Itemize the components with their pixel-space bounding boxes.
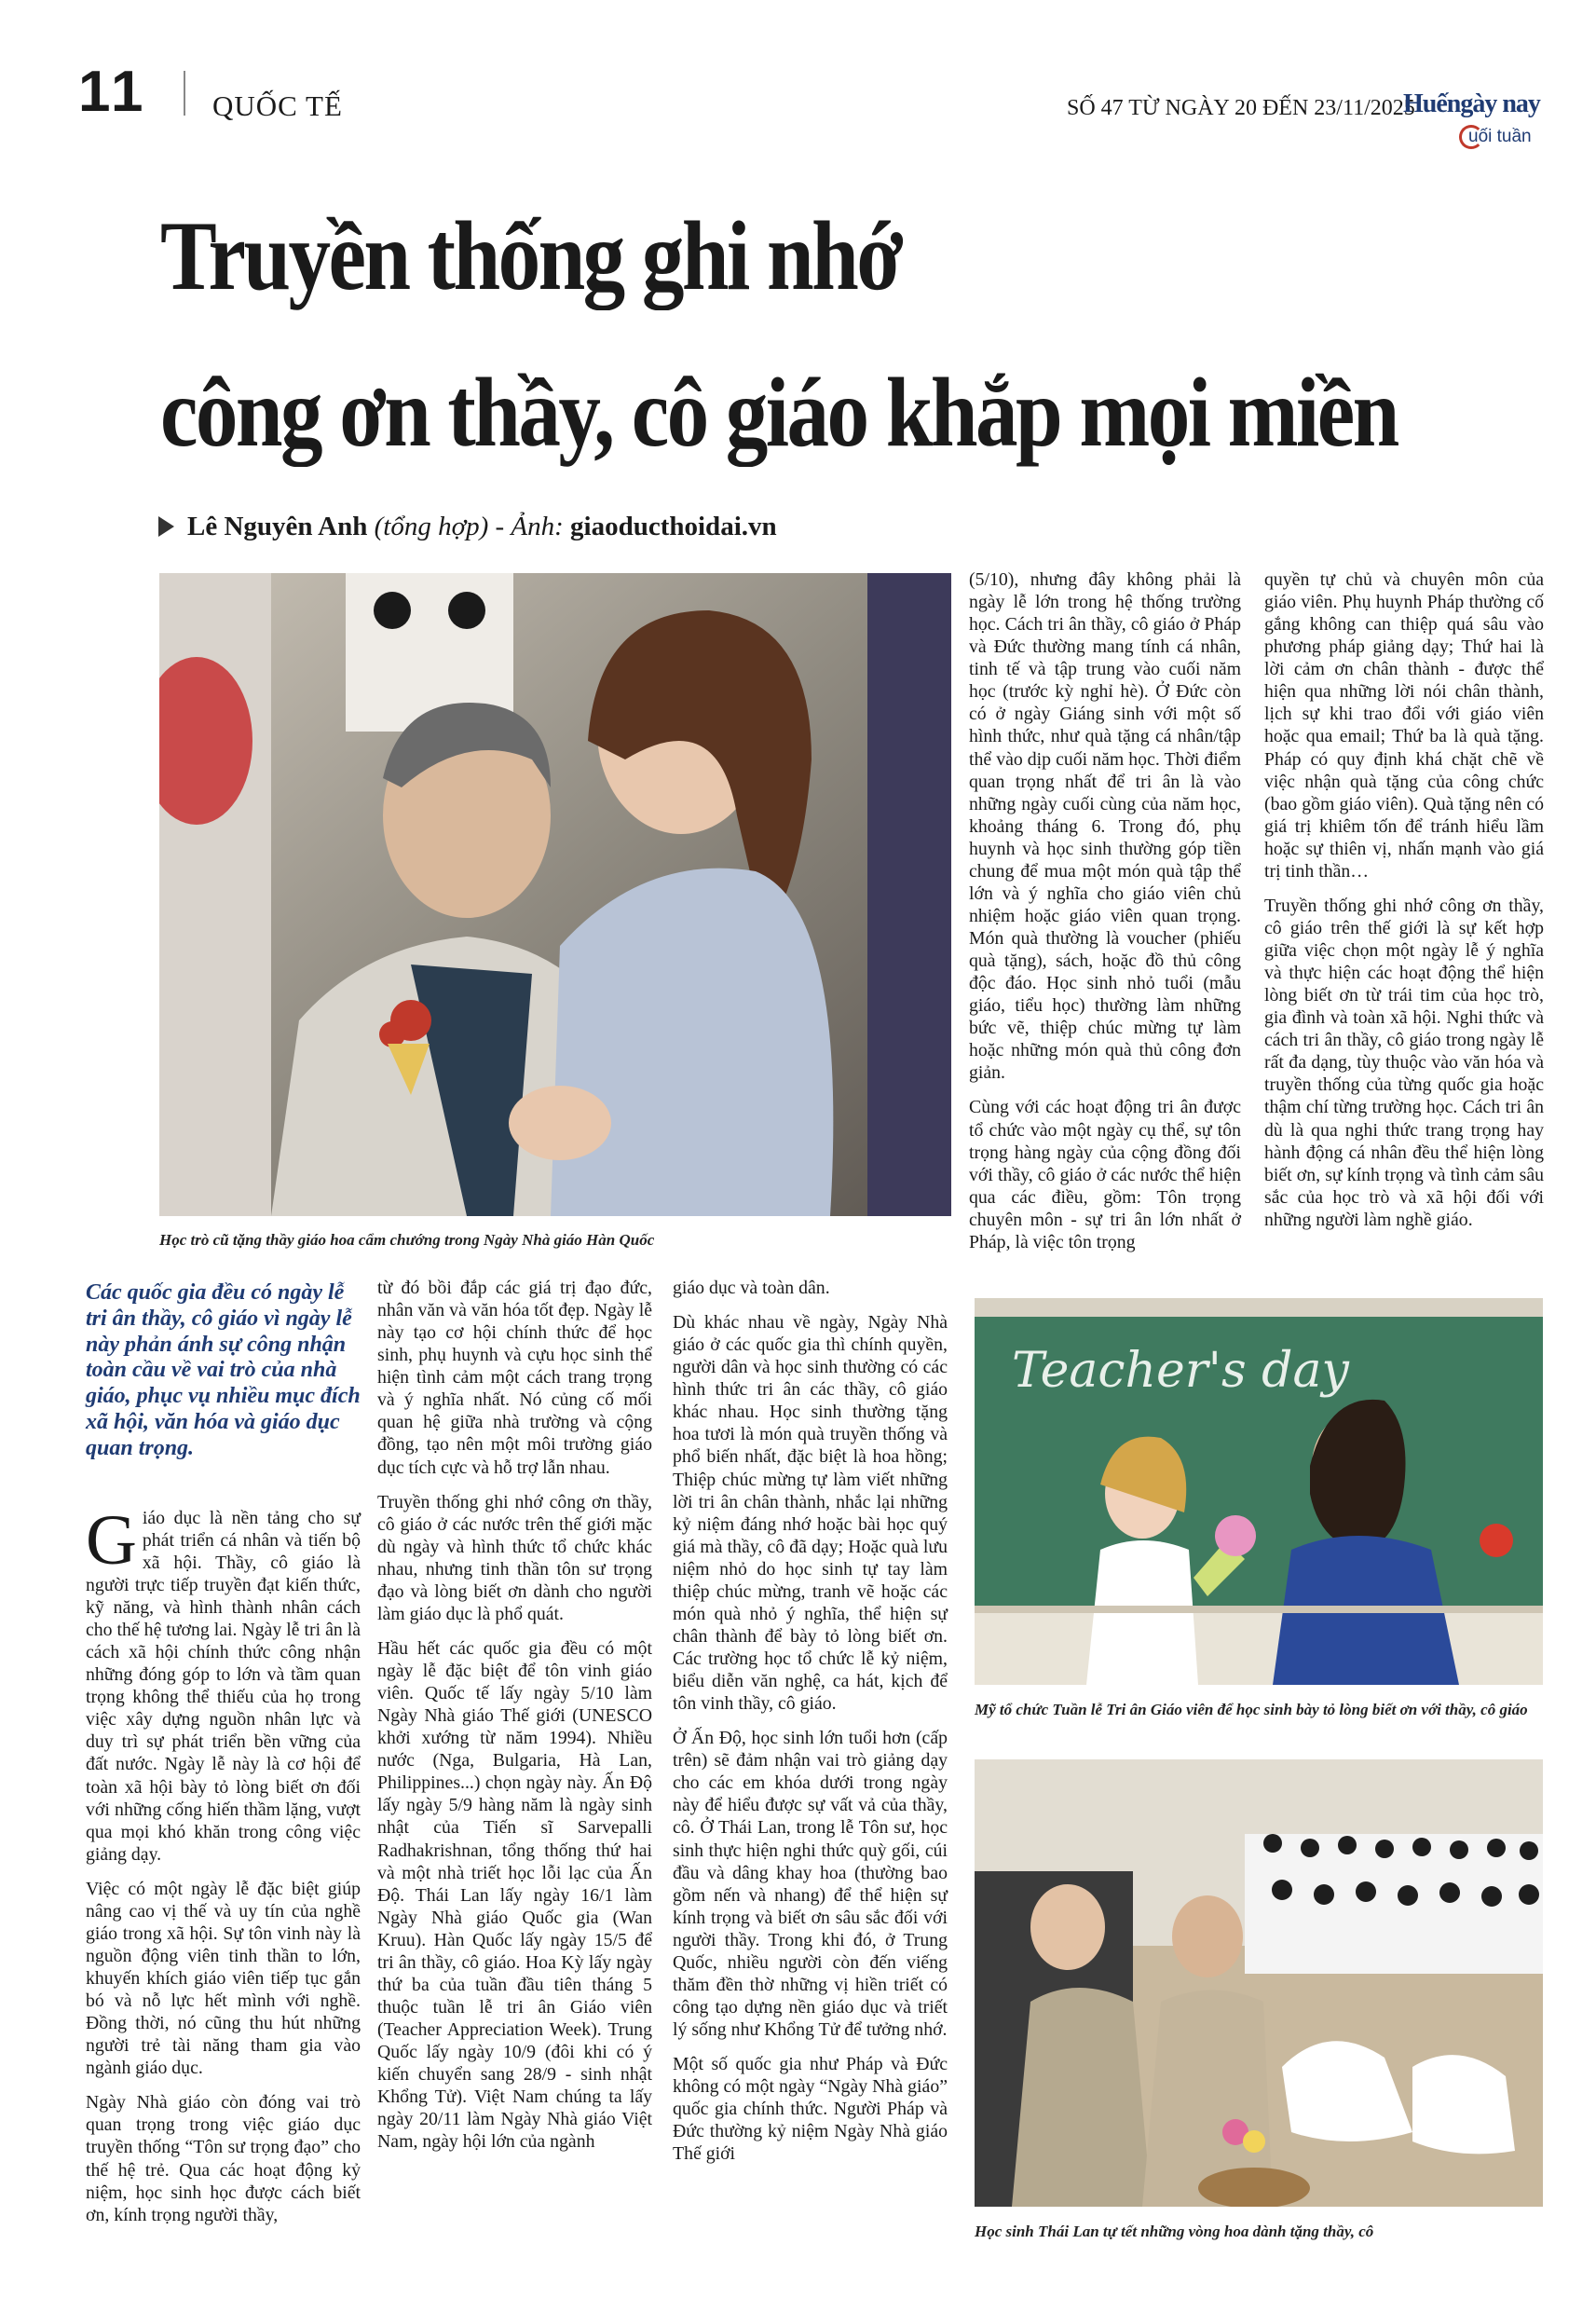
paragraph: quyền tự chủ và chuyên môn của giáo viên. Phụ huynh Pháp thường cố gắng không can thiệp quá sâu vào phương pháp giảng dạy; Thứ hai là lời cảm ơn chân thành - được thể hiện qua những lời nói chân thành, lịch sự khi trao đổi với giáo viên hoặc qua email; Thứ ba là quà tặng. Pháp có quy định khá chặt chẽ về việc nhận quà tặng của công chức (bao gồm giáo viên). Quà tặng nên có giá trị khiêm tốn để tránh hiểu lầm hoặc sự thiên vị, nhấn mạnh vào giá trị tinh thần…: [1264, 569, 1544, 882]
thai-students-illustration: [975, 1759, 1543, 2207]
byline-author: Lê Nguyên Anh: [187, 512, 368, 541]
main-photo-illustration: [159, 573, 951, 1216]
byline-source: giaoducthoidai.vn: [570, 512, 777, 541]
teachers-day-illustration: [975, 1298, 1543, 1685]
byline-note: (tổng hợp) - Ảnh:: [374, 512, 564, 541]
column-3: [673, 1277, 948, 2177]
teachers-day-caption: Mỹ tổ chức Tuần lễ Tri ân Giáo viên để học sinh bày tỏ lòng biết ơn với thầy, cô giáo: [975, 1701, 1528, 1718]
logo-sub-text: uối tuần: [1468, 127, 1532, 146]
paragraph: [86, 1500, 361, 1866]
paragraph: từ đó bồi đắp các giá trị đạo đức, nhân văn và văn hóa tốt đẹp. Ngày lễ này tạo cơ hội chính thức để học sinh, phụ huynh và cựu học sinh thể hiện tình cảm một cách trang trọng và ý nghĩa nhất. Nó củng cố mối quan hệ giữa nhà trường và cộng đồng, tạo nên một môi trường giáo dục tích cực và hỗ trợ lẫn nhau.: [377, 1278, 652, 1478]
paragraph: giáo dục và toàn dân.: [673, 1278, 830, 1298]
logo-main-text: Huếngày nay: [1403, 89, 1540, 118]
column-4: [969, 568, 1241, 1265]
thai-students-photo: [975, 1759, 1543, 2207]
column-1: [86, 1280, 361, 2238]
paragraph: Cùng với các hoạt động tri ân được tổ chức vào một ngày cụ thể, sự tôn trọng hàng ngày của cộng đồng đối với thầy, cô giáo ở các nước thể hiện qua các điều, gồm: Tôn trọng chuyên môn - sự tri ân lớn nhất ở Pháp, là việc tôn trọng: [969, 1097, 1241, 1252]
paragraph: Ở Ấn Độ, học sinh lớn tuổi hơn (cấp trên) sẽ đảm nhận vai trò giảng dạy cho các em khóa dưới trong ngày này để hiểu được sự vất vả của thầy, cô. Ở Thái Lan, trong lễ Tôn sư, học sinh thực hiện nghi thức quỳ gối, cúi đầu và dâng khay hoa (thường bao gồm nến và nhang) để thể hiện sự kính trọng và biết ơn sâu sắc đối với người thầy. Trong khi đó, ở Trung Quốc, nhiều người còn đến viếng thăm đền thờ những vị hiền triết có công tạo dựng nền giáo dục và triết lý sống như Khổng Tử để tưởng nhớ.: [673, 1728, 948, 2040]
section-label: QUỐC TẾ: [212, 89, 343, 122]
header-divider: [184, 71, 185, 116]
teachers-day-photo: [975, 1298, 1543, 1685]
column-5: [1264, 568, 1544, 1243]
dropcap: G: [86, 1500, 137, 1580]
paragraph: Hầu hết các quốc gia đều có một ngày lễ đặc biệt để tôn vinh giáo viên. Quốc tế lấy ngày 5/10 làm Ngày Nhà giáo Thế giới (UNESCO khởi xướng từ năm 1994). Nhiều nước (Nga, Bulgaria, Hà Lan, Philippines...) chọn ngày này. Ấn Độ lấy ngày 5/9 hàng năm là ngày sinh nhật của Tiến sĩ Sarvepalli Radhakrishnan, tổng thống thứ hai và một nhà triết học lỗi lạc của Ấn Độ. Thái Lan lấy ngày 16/1 làm Ngày Nhà giáo Quốc gia (Wan Kruu). Hàn Quốc lấy ngày 15/5 để tri ân thầy, cô giáo. Hoa Kỳ lấy ngày thứ ba của tuần đầu tiên tháng 5 thuộc tuần lễ tri ân Giáo viên (Teacher Appreciation Week). Trung Quốc lấy ngày 10/9 (đôi khi có ý kiến chuyển sang 28/9 - sinh nhật Khổng Tử). Việt Nam chúng ta lấy ngày 20/11 làm Ngày Nhà giáo Việt Nam, ngày hội lớn của ngành: [377, 1637, 652, 2153]
lead-paragraph: Các quốc gia đều có ngày lễ tri ân thầy, cô giáo vì ngày lễ này phản ánh sự công nhận toàn cầu về vai trò của nhà giáo, phục vụ nhiều mục đích xã hội, văn hóa và giáo dục quan trọng.: [86, 1280, 361, 1460]
paragraph: Dù khác nhau về ngày, Ngày Nhà giáo ở các quốc gia thì chính quyền, người dân và học sinh thường có các hình thức tri ân các thầy, cô giáo khác nhau. Học sinh thường tặng hoa tươi là món quà truyền thống và phổ biến nhất, đặc biệt là hoa hồng; Thiệp chúc mừng tự làm viết những lời tri ân chân thành, nhắc lại những kỷ niệm đáng nhớ hoặc bài học quý giá mà thầy, cô đã dạy; Hoặc quà lưu niệm nhỏ do học sinh tự tay làm thiệp chúc mừng, tranh vẽ hoặc các món quà nhỏ ý nghĩa, thể hiện sự chân thành để bày tỏ lòng biết ơn. Các trường học tổ chức lễ kỷ niệm, biểu diễn văn nghệ, ca hát, kịch để tôn vinh thầy, cô giáo.: [673, 1312, 948, 1715]
paragraph: Việc có một ngày lễ đặc biệt giúp nâng cao vị thế và uy tín của nghề giáo trong xã hội. Sự tôn vinh này là nguồn động viên tinh thần to lớn, khuyến khích giáo viên tiếp tục gắn bó và nỗ lực hết mình với nghề. Đồng thời, nó cũng thu hút những người trẻ tài năng tham gia vào ngành giáo dục.: [86, 1878, 361, 2079]
main-photo-caption: Học trò cũ tặng thầy giáo hoa cẩm chướng trong Ngày Nhà giáo Hàn Quốc: [159, 1231, 655, 1249]
newspaper-logo: [1403, 89, 1552, 164]
column-2: [377, 1277, 652, 2165]
paragraph: Một số quốc gia như Pháp và Đức không có một ngày “Ngày Nhà giáo” quốc gia chính thức. Người Pháp và Đức thường kỷ niệm Ngày Nhà giáo Thế giới: [673, 2054, 948, 2165]
main-photo: [159, 573, 951, 1216]
paragraph: Truyền thống ghi nhớ công ơn thầy, cô giáo ở các nước trên thế giới mặc dù ngày và hình thức tổ chức khác nhau, nhưng tinh thần tôn sư trọng đạo và lòng biết ơn dành cho người làm giáo dục là phổ quát.: [377, 1491, 652, 1624]
issue-info: SỐ 47 TỪ NGÀY 20 ĐẾN 23/11/2025: [1067, 96, 1415, 120]
paragraph: (5/10), nhưng đây không phải là ngày lễ lớn trong hệ thống trường học. Cách tri ân thầy, cô giáo ở Pháp và Đức thường mang tính cá nhân, tinh tế và tập trung vào cuối năm học (trước kỳ nghỉ hè). Ở Đức còn có ở ngày Giáng sinh với một số hình thức, như quà tặng cá nhân/tập thể vào dịp cuối năm học. Thời điểm quan trọng nhất để tri ân là vào những ngày cuối cùng của năm học, khoảng tháng 6. Trong đó, phụ huynh và học sinh thường góp tiền chung để mua một món quà tập thể lớn và ý nghĩa cho giáo viên chủ nhiệm hoặc giáo viên quan trọng. Món quà thường là voucher (phiếu quà tặng), sách, hoặc đồ thủ công độc đáo. Học sinh nhỏ tuổi (mẫu giáo, tiểu học) thường làm những bức vẽ, thiệp chúc mừng tự làm hoặc những món quà thủ công đơn giản.: [969, 569, 1241, 1084]
headline-line-2: công ơn thầy, cô giáo khắp mọi miền: [160, 358, 1398, 467]
page-number: 11: [78, 60, 147, 124]
paragraph-text: iáo dục là nền tảng cho sự phát triển cá nhân và tiến bộ xã hội. Thầy, cô giáo là người trực tiếp truyền đạt kiến thức, kỹ năng, và hình thành nhân cách cho thế hệ tương lai. Ngày lễ tri ân là cách xã hội chính thức công nhận những đóng góp to lớn và tầm quan trọng không thể thiếu của họ trong việc xây dựng nguồn nhân lực và duy trì sự phát triển bền vững của đất nước. Ngày lễ này là cơ hội để toàn xã hội bày tỏ lòng biết ơn đối với những cống hiến thầm lặng, vượt qua mọi khó khăn trong công việc giảng dạy.: [86, 1507, 361, 1865]
play-triangle-icon: [158, 516, 174, 537]
thai-students-caption: Học sinh Thái Lan tự tết những vòng hoa dành tặng thầy, cô: [975, 2223, 1374, 2240]
board-text: Teacher's day: [1012, 1343, 1349, 1399]
byline: [158, 511, 777, 543]
paragraph: Truyền thống ghi nhớ công ơn thầy, cô giáo trên thế giới là sự kết hợp giữa việc chọn một ngày lễ ý nghĩa và thực hiện các hoạt động thể hiện lòng biết ơn từ trái tim của học trò, gia đình và toàn xã hội. Nghi thức và cách tri ân thầy, cô giáo trong ngày lễ rất đa dạng, tùy thuộc vào văn hóa và truyền thống của từng quốc gia hoặc thậm chí từng trường học. Cách tri ân dù là qua nghi thức trang trọng hay hành động cá nhân đều thể hiện lòng biết ơn, sự kính trọng và tình cảm sâu sắc của học trò và xã hội đối với những người làm nghề giáo.: [1264, 895, 1544, 1230]
paragraph: Ngày Nhà giáo còn đóng vai trò quan trọng trong việc giáo dục truyền thống “Tôn sư trọng đạo” cho thế hệ trẻ. Qua các hoạt động kỷ niệm, học sinh học được cách biết ơn, kính trọng người thầy,: [86, 2092, 361, 2225]
headline-line-1: Truyền thống ghi nhớ: [160, 201, 902, 310]
